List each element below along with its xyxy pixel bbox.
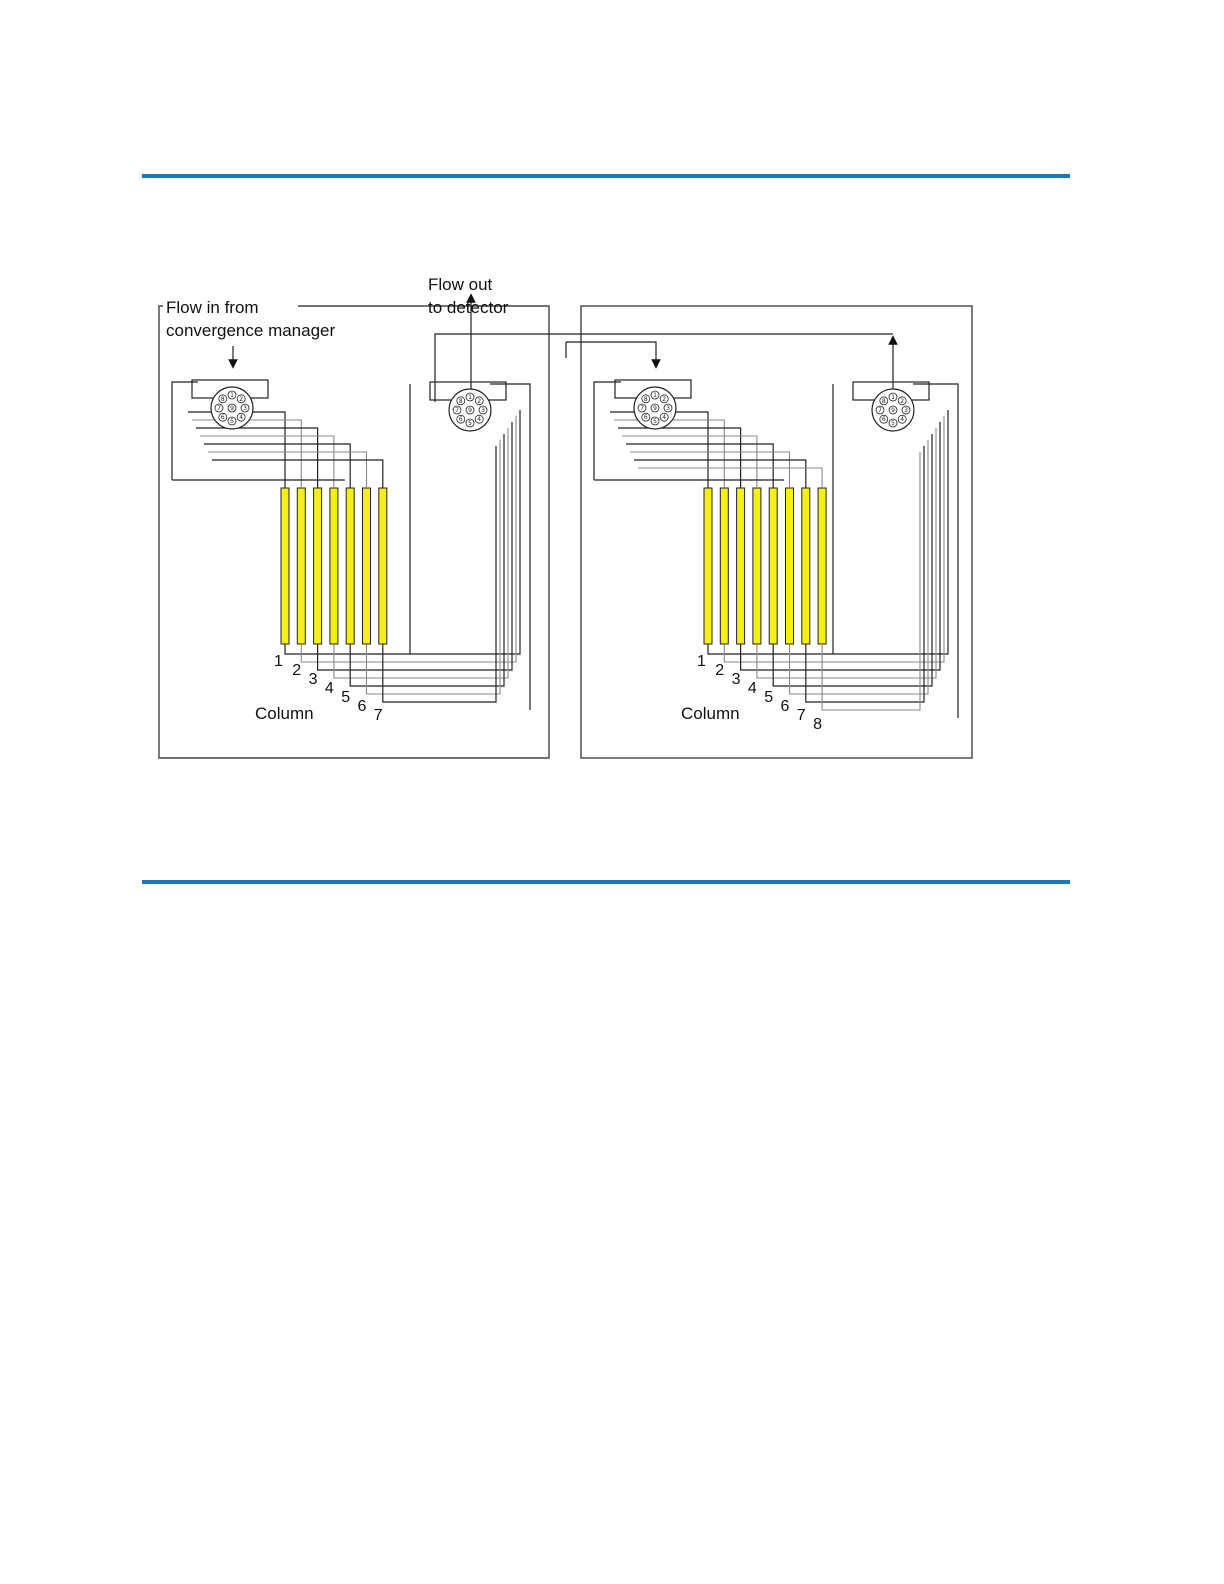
valve-port-label: 8 xyxy=(220,395,225,403)
inlet-transfer-line xyxy=(566,342,656,364)
right-column-number: 5 xyxy=(764,689,774,706)
left-column-4 xyxy=(330,488,338,644)
right-column-number: 4 xyxy=(747,680,757,697)
right-inlet-tube xyxy=(630,452,790,488)
valve-port-label: 2 xyxy=(477,397,482,405)
valve-port-label: 4 xyxy=(662,414,667,422)
valve-port-label: 5 xyxy=(891,420,895,427)
valve-port-label: 6 xyxy=(643,414,648,422)
left-inlet-tube xyxy=(212,460,383,488)
valve-port-label: 5 xyxy=(653,418,657,425)
valve-port-label: 1 xyxy=(891,394,895,401)
left-column-number: 6 xyxy=(357,698,367,715)
valve-port-label: 4 xyxy=(239,414,244,422)
right-inlet-tube xyxy=(638,468,822,488)
left-column-number: 7 xyxy=(373,707,383,724)
left-inlet-tube xyxy=(204,444,350,488)
right-inlet-tube xyxy=(634,460,806,488)
valve-port-label: 9 xyxy=(891,407,895,414)
left-inlet-tube xyxy=(208,452,367,488)
right-column-6 xyxy=(786,488,794,644)
right-column-number: 8 xyxy=(813,716,823,733)
right-column-number: 2 xyxy=(715,662,725,679)
valve-port-label: 9 xyxy=(653,405,657,412)
right-inlet-valve xyxy=(615,380,691,429)
valve-port-label: 3 xyxy=(666,405,670,412)
right-column-number: 7 xyxy=(796,707,806,724)
left-column-number: 3 xyxy=(308,671,318,688)
right-inlet-tube xyxy=(626,444,773,488)
left-inlet-valve xyxy=(192,380,268,429)
valve-port-label: 8 xyxy=(881,397,886,405)
left-column-2 xyxy=(297,488,305,644)
left-panel xyxy=(172,380,530,724)
valve-port-label: 8 xyxy=(643,395,648,403)
right-outlet-tube xyxy=(757,428,936,678)
valve-port-label: 1 xyxy=(230,392,234,399)
valve-port-label: 7 xyxy=(640,405,644,412)
valve-port-label: 5 xyxy=(230,418,234,425)
left-column-number: 2 xyxy=(292,662,302,679)
valve-port-label: 7 xyxy=(217,405,221,412)
right-column-label: Column xyxy=(681,704,740,723)
left-column-number: 4 xyxy=(324,680,334,697)
valve-port-label: 1 xyxy=(653,392,657,399)
left-bypass-tube xyxy=(172,382,198,480)
right-outlet-tube xyxy=(773,434,932,686)
right-column-4 xyxy=(753,488,761,644)
flow-in-label-line1: Flow in from xyxy=(166,298,259,317)
valve-port-label: 2 xyxy=(662,395,667,403)
valve-port-label: 1 xyxy=(468,394,472,401)
right-panel xyxy=(594,380,958,733)
valve-port-label: 4 xyxy=(900,416,905,424)
valve-port-label: 3 xyxy=(904,407,908,414)
right-column-3 xyxy=(737,488,745,644)
right-column-number: 3 xyxy=(731,671,741,688)
left-column-5 xyxy=(346,488,354,644)
valve-port-label: 6 xyxy=(881,416,886,424)
left-outlet-tube xyxy=(334,428,508,678)
left-inlet-tube xyxy=(196,428,318,488)
valve-port-label: 9 xyxy=(468,407,472,414)
valve-port-label: 3 xyxy=(481,407,485,414)
flow-in-label-line2: convergence manager xyxy=(166,321,336,340)
left-column-3 xyxy=(314,488,322,644)
right-bypass-tube xyxy=(594,382,621,480)
right-column-number: 1 xyxy=(697,653,706,670)
right-column-7 xyxy=(802,488,810,644)
valve-port-label: 6 xyxy=(458,416,463,424)
valve-port-label: 8 xyxy=(458,397,463,405)
right-outlet-tube xyxy=(822,452,920,710)
right-column-8 xyxy=(818,488,826,644)
right-column-5 xyxy=(769,488,777,644)
right-inlet-tube xyxy=(618,428,741,488)
left-outlet-valve xyxy=(430,382,506,431)
flow-out-label-line1: Flow out xyxy=(428,275,493,294)
valve-port-label: 5 xyxy=(468,420,472,427)
right-column-number: 6 xyxy=(780,698,790,715)
valve-port-label: 2 xyxy=(900,397,905,405)
valve-port-label: 7 xyxy=(455,407,459,414)
left-column-7 xyxy=(379,488,387,644)
left-column-label: Column xyxy=(255,704,314,723)
valve-port-label: 3 xyxy=(243,405,247,412)
left-column-6 xyxy=(363,488,371,644)
valve-port-label: 4 xyxy=(477,416,482,424)
right-outlet-valve xyxy=(853,382,929,431)
left-outlet-tube xyxy=(350,434,504,686)
left-column-number: 5 xyxy=(341,689,351,706)
valve-port-label: 6 xyxy=(220,414,225,422)
flow-out-label-line2: to detector xyxy=(428,298,509,317)
valve-port-label: 7 xyxy=(878,407,882,414)
left-column-1 xyxy=(281,488,289,644)
right-column-2 xyxy=(720,488,728,644)
right-column-1 xyxy=(704,488,712,644)
left-outlet-tube xyxy=(383,446,496,702)
left-column-number: 1 xyxy=(274,653,283,670)
valve-port-label: 9 xyxy=(230,405,234,412)
valve-port-label: 2 xyxy=(239,395,244,403)
